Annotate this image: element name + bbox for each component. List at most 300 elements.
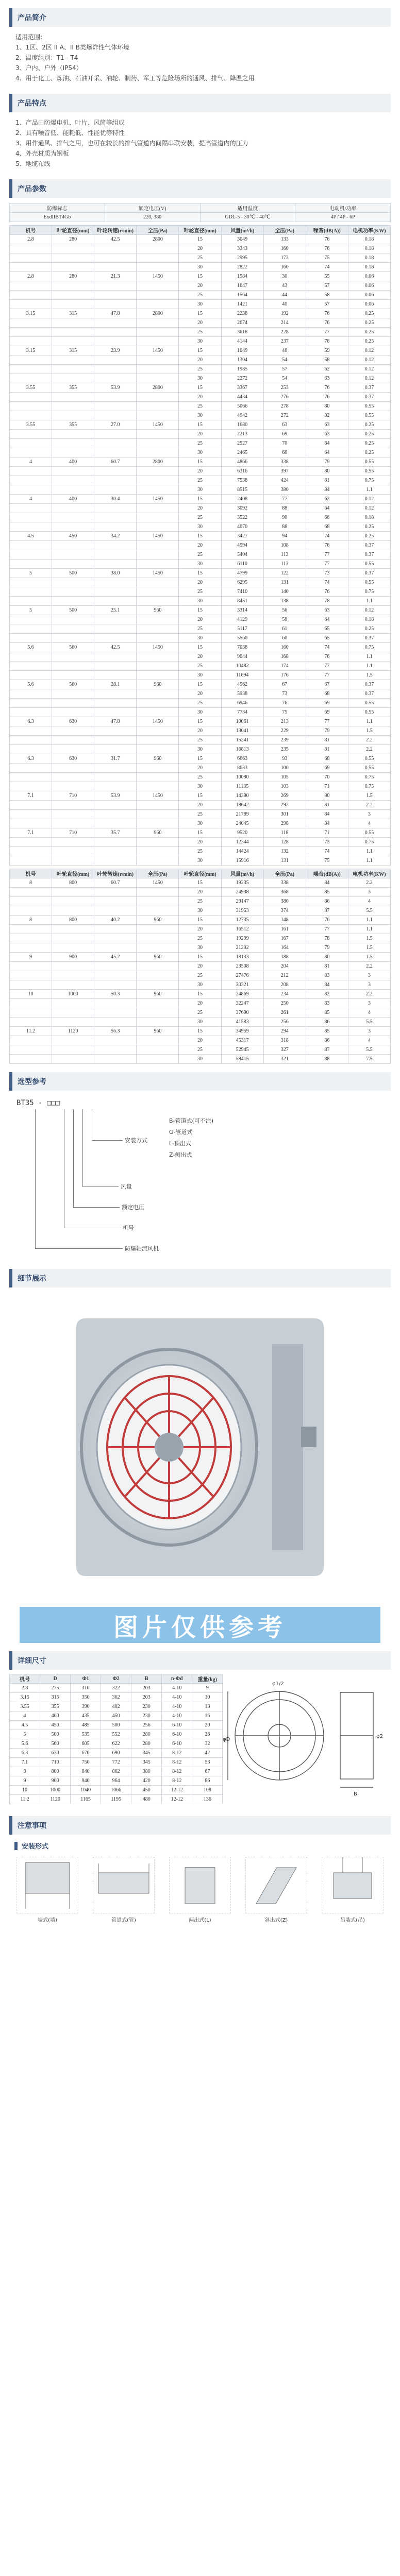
table-cell: 113 — [263, 560, 306, 569]
table-cell: 73 — [306, 569, 348, 578]
table-cell: 64 — [306, 504, 348, 513]
table-cell: 25 — [179, 328, 221, 337]
table-cell: 397 — [263, 467, 306, 476]
table-cell: 94 — [263, 532, 306, 541]
table-row — [10, 856, 391, 866]
table-cell: 772 — [101, 1758, 131, 1767]
table-cell: 1000 — [52, 990, 94, 999]
section-dimensions — [9, 1651, 391, 1670]
table-cell: 5 — [10, 1730, 40, 1739]
table-row — [10, 578, 391, 587]
table-row — [10, 1008, 391, 1018]
table-cell — [10, 587, 52, 597]
table-cell — [137, 764, 179, 773]
table-cell — [94, 810, 137, 819]
table-cell: 960 — [137, 953, 179, 962]
table-cell: 250 — [263, 999, 306, 1008]
table-cell: 315 — [40, 1693, 71, 1702]
table-cell: 47.8 — [94, 309, 137, 318]
table-cell — [94, 1036, 137, 1045]
table-cell: 15 — [179, 680, 221, 689]
table-cell: 87 — [306, 906, 348, 916]
table-row — [10, 1036, 391, 1045]
table-cell: 400 — [52, 457, 94, 467]
table-cell — [10, 980, 52, 990]
table-row — [10, 773, 391, 782]
table-cell — [137, 1008, 179, 1018]
table-cell — [10, 624, 52, 634]
table-cell: 0.06 — [348, 281, 390, 291]
install-subhead-text: 安装形式 — [22, 1843, 49, 1851]
table-cell: 1.1 — [348, 856, 390, 866]
table-cell — [137, 318, 179, 328]
table-cell — [137, 773, 179, 782]
table-row — [10, 439, 391, 448]
params-table — [9, 225, 391, 866]
table-cell: 79 — [306, 457, 348, 467]
table-cell: 15 — [179, 828, 221, 838]
table-cell — [94, 365, 137, 374]
table-cell: 78 — [306, 597, 348, 606]
table-cell: 18133 — [221, 953, 263, 962]
table-cell — [94, 847, 137, 856]
table-row — [10, 736, 391, 745]
table-cell — [94, 439, 137, 448]
table-cell: 6-10 — [162, 1730, 192, 1739]
table-cell — [94, 906, 137, 916]
table-cell — [94, 925, 137, 934]
table-cell: 6-10 — [162, 1739, 192, 1749]
table-cell: 15 — [179, 990, 221, 999]
table-cell: 59 — [306, 346, 348, 355]
table-cell: 450 — [131, 1786, 162, 1795]
table-cell: 0.12 — [348, 355, 390, 365]
table-cell: 76 — [306, 383, 348, 393]
table-cell: 16813 — [221, 745, 263, 754]
table-cell: 58 — [263, 615, 306, 624]
table-cell: 131 — [263, 578, 306, 587]
table-cell: 30 — [179, 263, 221, 272]
table-cell: 9 — [10, 1776, 40, 1786]
table-cell: 4866 — [221, 457, 263, 467]
table-cell — [10, 374, 52, 383]
table-cell: 25 — [179, 587, 221, 597]
table-row — [10, 328, 391, 337]
table-header-cell: 全压(Pa) — [263, 869, 306, 878]
table-cell: 0.25 — [348, 337, 390, 346]
table-cell: 21.3 — [94, 272, 137, 281]
install-item — [245, 1857, 307, 1923]
table-cell: 1647 — [221, 281, 263, 291]
table-cell: 80 — [306, 467, 348, 476]
table-cell — [94, 587, 137, 597]
table-cell: 630 — [40, 1749, 71, 1758]
table-cell: 68 — [263, 448, 306, 457]
table-cell — [94, 550, 137, 560]
model-label-option: Z-侧出式 — [169, 1151, 192, 1158]
table-cell: 28.1 — [94, 680, 137, 689]
table-cell: 500 — [52, 569, 94, 578]
table-cell — [52, 522, 94, 532]
table-cell — [10, 689, 52, 699]
table-cell: 25 — [179, 1045, 221, 1055]
table-cell: 1120 — [52, 1027, 94, 1036]
table-cell: 1450 — [137, 420, 179, 430]
table-cell: 66 — [306, 513, 348, 522]
params-top-label: 额定电压(V) — [105, 204, 200, 213]
table-cell: 30 — [179, 560, 221, 569]
dimension-drawing — [223, 1674, 391, 1808]
table-cell — [52, 476, 94, 485]
table-cell — [137, 810, 179, 819]
table-cell: 20 — [179, 925, 221, 934]
table-cell: 4594 — [221, 541, 263, 550]
table-cell: 103 — [263, 782, 306, 791]
table-cell: 40.2 — [94, 916, 137, 925]
table-cell: 41583 — [221, 1018, 263, 1027]
table-cell: 1304 — [221, 355, 263, 365]
table-cell — [137, 689, 179, 699]
table-cell: 0.18 — [348, 253, 390, 263]
model-code: BT35 - □□□ — [16, 1099, 60, 1107]
table-cell: 13 — [192, 1702, 223, 1711]
table-cell: 45.2 — [94, 953, 137, 962]
section-notes — [9, 1816, 391, 1835]
table-cell: 0.25 — [348, 309, 390, 318]
table-cell: 0.06 — [348, 291, 390, 300]
table-cell: 280 — [131, 1739, 162, 1749]
install-side-out-icon — [245, 1857, 307, 1913]
table-cell: 710 — [40, 1758, 71, 1767]
section-params-title: 产品参数 — [18, 185, 46, 193]
table-cell: 20 — [179, 355, 221, 365]
intro-line: 2、温度组别：T1 - T4 — [15, 54, 78, 61]
table-cell: 93 — [263, 754, 306, 764]
table-header-cell: n-Φd — [162, 1674, 192, 1684]
table-cell: 9044 — [221, 652, 263, 662]
section-notes-title: 注意事项 — [18, 1822, 46, 1830]
table-cell: 30 — [179, 597, 221, 606]
table-cell: 292 — [263, 801, 306, 810]
table-cell: 192 — [263, 309, 306, 318]
table-row — [10, 680, 391, 689]
table-cell — [137, 1036, 179, 1045]
table-cell: 350 — [71, 1693, 101, 1702]
drawing-label-left: φD — [223, 1737, 230, 1742]
table-cell: 3.55 — [10, 1702, 40, 1711]
table-cell: 710 — [52, 828, 94, 838]
table-cell: 485 — [71, 1721, 101, 1730]
table-cell: 0.18 — [348, 235, 390, 244]
table-cell: 3367 — [221, 383, 263, 393]
table-cell: 82 — [306, 411, 348, 420]
table-cell: 60.7 — [94, 457, 137, 467]
dimensions-block — [9, 1674, 391, 1808]
table-cell — [10, 662, 52, 671]
table-cell: 355 — [40, 1702, 71, 1711]
table-cell — [137, 624, 179, 634]
table-cell — [94, 393, 137, 402]
table-row — [10, 457, 391, 467]
table-row — [10, 828, 391, 838]
table-cell: 30 — [179, 943, 221, 953]
table-cell — [52, 971, 94, 980]
table-cell: 9 — [192, 1684, 223, 1693]
table-cell: 5560 — [221, 634, 263, 643]
table-row — [10, 411, 391, 420]
table-cell: 1.5 — [348, 934, 390, 943]
table-cell: 450 — [52, 532, 94, 541]
table-row — [10, 272, 391, 281]
table-cell — [52, 504, 94, 513]
table-cell: 1120 — [40, 1795, 71, 1804]
table-cell — [94, 652, 137, 662]
table-cell: 25 — [179, 897, 221, 906]
table-cell: 76 — [263, 699, 306, 708]
table-cell: 0.55 — [348, 754, 390, 764]
table-cell: 70 — [306, 773, 348, 782]
model-label-option: B-管道式(可不注) — [169, 1117, 214, 1124]
drawing-label-top: φ1/2 — [272, 1681, 285, 1687]
table-cell: 74 — [306, 847, 348, 856]
table-cell: 4.5 — [10, 532, 52, 541]
table-cell: 25 — [179, 662, 221, 671]
table-cell: 203 — [131, 1693, 162, 1702]
install-caption: 墙式(墙) — [38, 1918, 57, 1923]
table-cell — [10, 634, 52, 643]
table-row — [10, 1795, 223, 1804]
table-cell: 30 — [179, 782, 221, 791]
table-cell: 86 — [306, 897, 348, 906]
table-cell: 69 — [263, 430, 306, 439]
params-top-value: 220, 380 — [105, 213, 200, 222]
table-cell — [94, 624, 137, 634]
table-cell: 77 — [306, 671, 348, 680]
table-cell: 560 — [52, 643, 94, 652]
table-row — [10, 383, 391, 393]
table-cell: 338 — [263, 457, 306, 467]
table-cell — [52, 925, 94, 934]
table-cell — [10, 925, 52, 934]
table-cell: 174 — [263, 662, 306, 671]
table-cell — [52, 365, 94, 374]
table-header-cell: 全压(Pa) — [137, 226, 179, 235]
table-row — [10, 838, 391, 847]
table-row — [10, 925, 391, 934]
table-cell: 86 — [306, 1018, 348, 1027]
table-cell: 34.2 — [94, 532, 137, 541]
table-cell — [52, 736, 94, 745]
model-label-airflow: 风量 — [121, 1183, 132, 1190]
table-cell — [94, 634, 137, 643]
table-cell: 900 — [52, 953, 94, 962]
table-cell: 1.1 — [348, 652, 390, 662]
table-cell: 8-12 — [162, 1758, 192, 1767]
table-cell — [137, 587, 179, 597]
table-cell: 4070 — [221, 522, 263, 532]
table-cell: 40 — [263, 300, 306, 309]
table-cell: 4799 — [221, 569, 263, 578]
table-cell — [10, 782, 52, 791]
table-header-cell: B — [131, 1674, 162, 1684]
table-cell: 20 — [179, 430, 221, 439]
table-cell: 0.25 — [348, 430, 390, 439]
table-cell: 44 — [263, 291, 306, 300]
table-cell: 30 — [179, 856, 221, 866]
table-cell: 298 — [263, 819, 306, 828]
banner-text: 图片仅供参考 — [113, 1613, 287, 1642]
table-cell: 62 — [306, 365, 348, 374]
table-row — [10, 662, 391, 671]
table-cell — [94, 328, 137, 337]
table-cell: 0.37 — [348, 550, 390, 560]
table-row — [10, 1776, 223, 1786]
table-cell: 77 — [306, 717, 348, 726]
table-cell: 15 — [179, 272, 221, 281]
table-row — [10, 448, 391, 457]
table-cell — [137, 550, 179, 560]
table-cell — [137, 980, 179, 990]
table-cell: 30 — [179, 745, 221, 754]
table-cell — [52, 699, 94, 708]
table-cell: 4.5 — [10, 1721, 40, 1730]
table-cell — [137, 897, 179, 906]
table-cell — [10, 318, 52, 328]
table-cell: 10090 — [221, 773, 263, 782]
table-cell — [137, 291, 179, 300]
table-cell: 2.2 — [348, 990, 390, 999]
table-cell: 25 — [179, 476, 221, 485]
table-cell: 30 — [179, 819, 221, 828]
table-cell: 75 — [263, 708, 306, 717]
table-cell: 21292 — [221, 943, 263, 953]
table-cell — [137, 1055, 179, 1064]
install-caption: 管道式(管) — [111, 1918, 136, 1923]
table-cell: 5.5 — [348, 1018, 390, 1027]
table-cell: 7538 — [221, 476, 263, 485]
table-row — [10, 819, 391, 828]
table-cell: 0.75 — [348, 643, 390, 652]
table-cell: 79 — [306, 943, 348, 953]
table-cell — [137, 513, 179, 522]
table-cell: 11135 — [221, 782, 263, 791]
table-cell — [137, 934, 179, 943]
table-cell: 12344 — [221, 838, 263, 847]
table-cell: 57 — [263, 365, 306, 374]
table-cell — [10, 448, 52, 457]
table-cell — [52, 856, 94, 866]
params-top-value: ExdIIBT4Gb — [10, 213, 105, 222]
model-label-voltage: 额定电压 — [122, 1204, 144, 1211]
table-cell: 3.15 — [10, 309, 52, 318]
table-row — [10, 587, 391, 597]
table-cell: 552 — [101, 1730, 131, 1739]
table-cell: 7.1 — [10, 791, 52, 801]
table-cell — [52, 560, 94, 569]
model-label-install: 安装方式 — [125, 1137, 147, 1144]
table-cell — [10, 597, 52, 606]
table-cell — [10, 773, 52, 782]
table-cell — [52, 291, 94, 300]
table-cell — [137, 374, 179, 383]
table-cell: 214 — [263, 318, 306, 328]
table-cell: 362 — [101, 1693, 131, 1702]
table-cell: 60.7 — [94, 878, 137, 888]
table-cell — [10, 726, 52, 736]
table-cell: 30.4 — [94, 495, 137, 504]
table-cell: 800 — [52, 878, 94, 888]
table-cell: 4 — [10, 1711, 40, 1721]
table-cell: 402 — [101, 1702, 131, 1711]
table-header-cell: 电机功率(KW) — [348, 869, 390, 878]
table-row — [10, 745, 391, 754]
table-cell: 2.8 — [10, 235, 52, 244]
table-cell: 76 — [306, 652, 348, 662]
table-cell: 0.18 — [348, 244, 390, 253]
table-cell — [94, 430, 137, 439]
install-caption: 两出式(L) — [189, 1918, 211, 1923]
table-cell: 0.55 — [348, 708, 390, 717]
table-cell: 11694 — [221, 671, 263, 680]
table-cell: 5117 — [221, 624, 263, 634]
table-row — [10, 624, 391, 634]
table-row — [10, 467, 391, 476]
intro-line: 3、户内、户外（IP54） — [15, 64, 82, 72]
table-cell: 30 — [263, 272, 306, 281]
table-cell: 81 — [306, 476, 348, 485]
table-row — [10, 689, 391, 699]
table-cell — [94, 504, 137, 513]
params-top-label: 防爆标志 — [10, 204, 105, 213]
table-cell — [52, 513, 94, 522]
table-cell — [94, 448, 137, 457]
table-cell — [52, 587, 94, 597]
table-cell: 212 — [263, 971, 306, 980]
table-header-cell: 叶轮直径(mm) — [52, 869, 94, 878]
table-cell — [94, 726, 137, 736]
table-cell: 280 — [131, 1730, 162, 1739]
table-cell: 160 — [263, 643, 306, 652]
table-cell — [10, 291, 52, 300]
table-cell: 20 — [179, 801, 221, 810]
table-cell — [52, 402, 94, 411]
table-cell — [137, 597, 179, 606]
table-cell: 9520 — [221, 828, 263, 838]
table-cell: 29147 — [221, 897, 263, 906]
table-cell: 234 — [263, 990, 306, 999]
table-cell — [10, 699, 52, 708]
table-cell: 42 — [192, 1749, 223, 1758]
table-cell — [137, 726, 179, 736]
table-row — [10, 541, 391, 550]
table-cell: 3 — [348, 999, 390, 1008]
table-cell: 1450 — [137, 532, 179, 541]
table-cell — [10, 971, 52, 980]
table-cell — [137, 522, 179, 532]
table-cell: 4562 — [221, 680, 263, 689]
feature-line: 1、产品由防爆电机、叶片、风筒等组成 — [15, 119, 125, 126]
table-cell — [52, 708, 94, 717]
table-cell: 1450 — [137, 643, 179, 652]
table-cell: 30321 — [221, 980, 263, 990]
table-cell: 75 — [306, 253, 348, 263]
table-header-cell: 重量(kg) — [192, 1674, 223, 1684]
table-cell — [52, 943, 94, 953]
table-cell: 14424 — [221, 847, 263, 856]
table-cell: 78 — [306, 337, 348, 346]
table-cell — [52, 318, 94, 328]
table-cell — [52, 1055, 94, 1064]
